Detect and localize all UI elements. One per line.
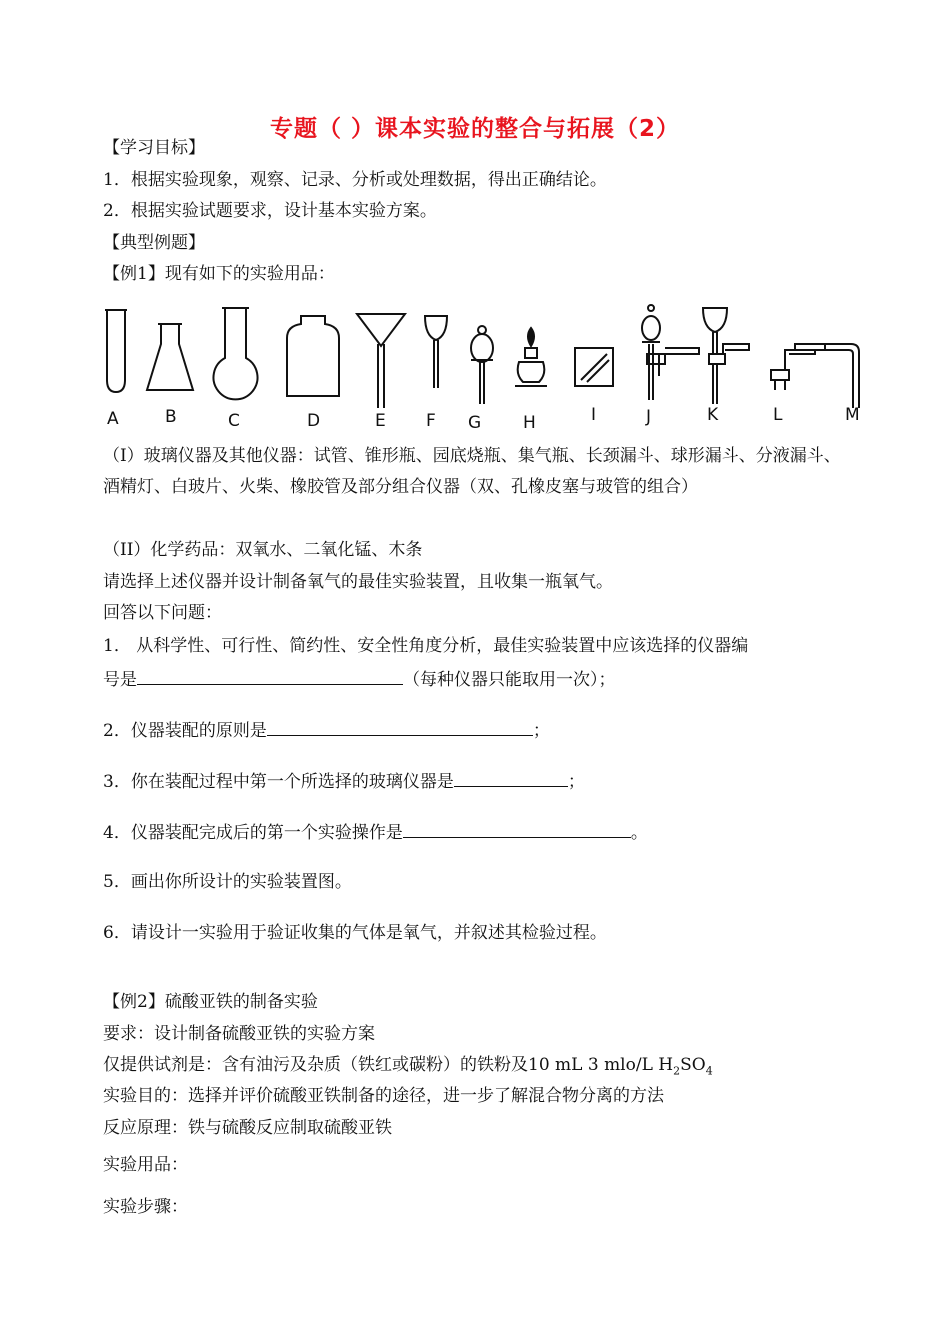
question-1-line-a: 1． 从科学性、可行性、简约性、安全性角度分析，最佳实验装置中应该选择的仪器编 <box>103 636 749 656</box>
stoppered-bulb-funnel-icon <box>703 308 749 404</box>
apparatus-label-i: I <box>591 405 597 425</box>
round-bottom-flask-icon <box>214 308 258 399</box>
example2-purpose: 实验目的：选择并评价硫酸亚铁制备的途径，进一步了解混合物分离的方法 <box>103 1086 664 1106</box>
apparatus-label-j: J <box>646 407 652 427</box>
task-statement: 请选择上述仪器并设计制备氧气的最佳实验装置，且收集一瓶氧气。 <box>103 572 613 592</box>
apparatus-label-l: L <box>773 405 783 425</box>
stoppered-tubes-icon <box>771 350 815 390</box>
question-2-prefix: 2．仪器装配的原则是 <box>103 721 267 741</box>
alcohol-lamp-icon <box>515 328 547 386</box>
apparatus-label-b: B <box>165 407 177 427</box>
examples-header: 【典型例题】 <box>103 233 205 253</box>
apparatus-label-d: D <box>307 411 321 431</box>
question-4-answer-blank[interactable] <box>403 819 631 838</box>
answer-prompt: 回答以下问题： <box>103 603 222 623</box>
apparatus-label-h: H <box>523 413 536 433</box>
long-neck-funnel-icon <box>357 314 405 408</box>
separatory-funnel-icon <box>471 326 493 404</box>
page-title: 专题（ ）课本实验的整合与拓展（2） <box>269 116 680 142</box>
question-4-prefix: 4．仪器装配完成后的第一个实验操作是 <box>103 823 403 843</box>
question-1-prefix: 号是 <box>103 670 137 690</box>
example1-intro: 【例1】现有如下的实验用品： <box>103 264 335 284</box>
question-1-suffix: （每种仪器只能取用一次）； <box>403 670 616 690</box>
apparatus-label-e: E <box>375 411 386 431</box>
stoppered-separatory-funnel-icon <box>642 305 699 400</box>
question-2-answer-blank[interactable] <box>267 717 533 736</box>
apparatus-label-m: M <box>845 405 860 425</box>
objective-2: 2．根据实验试题要求，设计基本实验方案。 <box>103 201 437 221</box>
example2-principle: 反应原理：铁与硫酸反应制取硫酸亚铁 <box>103 1118 392 1138</box>
bulb-funnel-icon <box>425 316 447 388</box>
example2-requirement: 要求：设计制备硫酸亚铁的实验方案 <box>103 1024 375 1044</box>
question-3-prefix: 3．你在装配过程中第一个所选择的玻璃仪器是 <box>103 772 454 792</box>
apparatus-figure <box>95 296 885 436</box>
question-5: 5．画出你所设计的实验装置图。 <box>103 872 352 892</box>
question-3 <box>103 768 585 794</box>
apparatus-label-c: C <box>228 411 240 431</box>
example2-heading: 【例2】硫酸亚铁的制备实验 <box>103 992 318 1012</box>
glass-slide-icon <box>575 348 613 386</box>
apparatus-label-a: A <box>107 409 119 429</box>
example2-steps: 实验步骤： <box>103 1197 188 1217</box>
example2-materials: 实验用品： <box>103 1155 188 1175</box>
question-1-line-b <box>103 666 616 692</box>
question-2 <box>103 717 550 743</box>
example2-reagents: 仅提供试剂是：含有油污及杂质（铁红或碳粉）的铁粉及10 mL 3 mlo/L $H_2SO_4$ <box>103 1055 713 1078</box>
question-1-answer-blank[interactable] <box>137 666 403 685</box>
question-6: 6．请设计一实验用于验证收集的气体是氧气，并叙述其检验过程。 <box>103 923 607 943</box>
question-4-suffix: 。 <box>630 823 648 843</box>
apparatus-label-k: K <box>707 405 719 425</box>
apparatus-label-g: G <box>468 413 482 433</box>
glassware-list: （I）玻璃仪器及其他仪器：试管、锥形瓶、园底烧瓶、集气瓶、长颈漏斗、球形漏斗、分液漏斗、酒精灯、白玻片、火柴、橡胶管及部分组合仪器（双、孔橡皮塞与玻管的组合） <box>103 446 841 497</box>
apparatus-label-f: F <box>426 411 436 431</box>
objectives-header: 【学习目标】 <box>103 138 205 158</box>
question-2-suffix: ； <box>532 721 550 741</box>
question-4 <box>103 819 648 845</box>
conical-flask-icon <box>147 324 193 390</box>
question-3-suffix: ； <box>567 772 585 792</box>
chemicals-list: （II）化学药品：双氧水、二氧化锰、木条 <box>103 540 423 560</box>
question-3-answer-blank[interactable] <box>454 768 568 787</box>
test-tube-icon <box>105 310 127 392</box>
gas-jar-icon <box>287 316 339 396</box>
objective-1: 1．根据实验现象，观察、记录、分析或处理数据，得出正确结论。 <box>103 170 607 190</box>
